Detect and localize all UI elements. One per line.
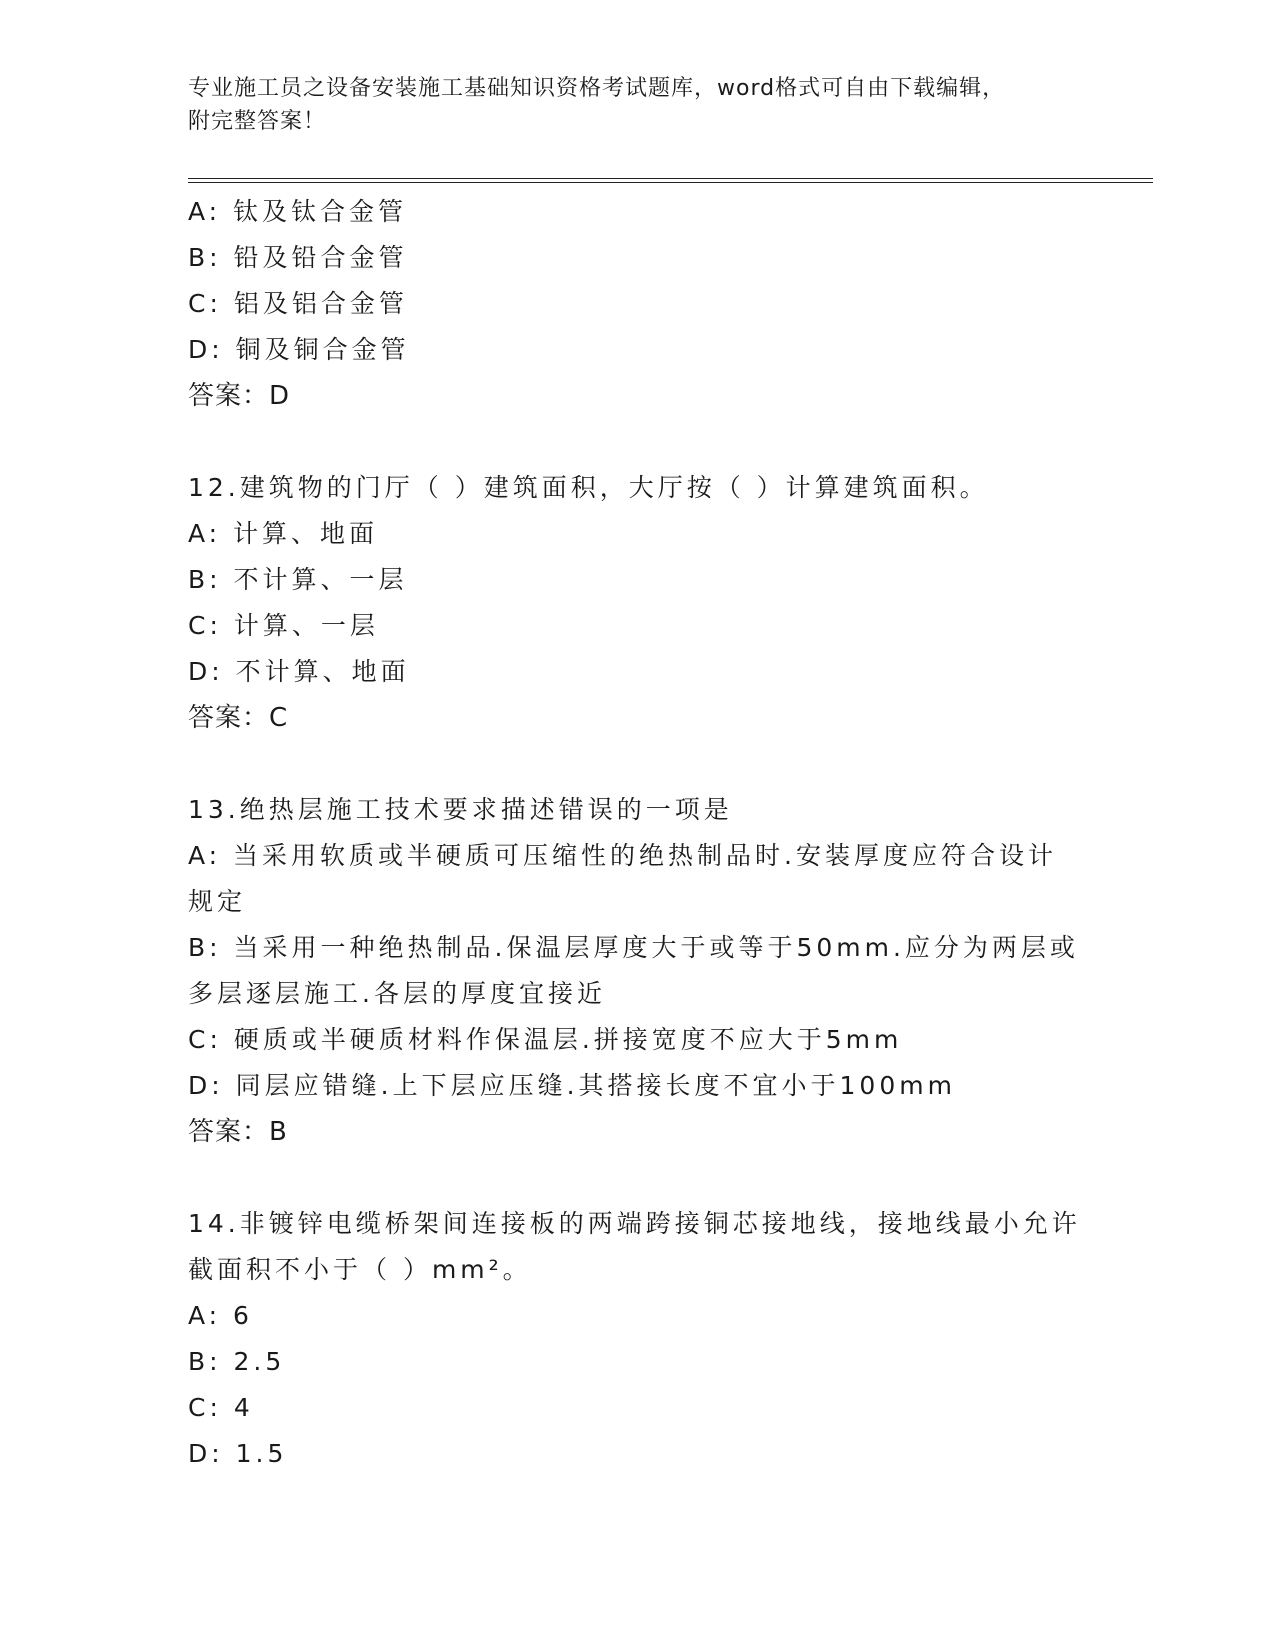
q11-option-c: C: 铝及铝合金管 xyxy=(188,289,408,318)
question-list xyxy=(188,189,1088,1477)
q14-option-d: D: 1.5 xyxy=(188,1439,288,1468)
q12-option-c: C: 计算、一层 xyxy=(188,611,379,640)
document-header xyxy=(188,72,1088,138)
q12-option-a: A: 计算、地面 xyxy=(188,519,379,548)
q12-option-b: B: 不计算、一层 xyxy=(188,565,408,594)
q13-option-c: C: 硬质或半硬质材料作保温层.拼接宽度不应大于5mm xyxy=(188,1025,903,1054)
q12-stem: 12.建筑物的门厅（ ）建筑面积，大厅按（ ）计算建筑面积。 xyxy=(188,473,989,502)
header-rule-top xyxy=(188,178,1153,179)
question-14 xyxy=(188,1201,1088,1477)
question-12 xyxy=(188,465,1088,741)
q13-option-b: B: 当采用一种绝热制品.保温层厚度大于或等于50mm.应分为两层或多层逐层施工.各层的厚度宜接近 xyxy=(188,933,1079,1008)
header-line-2: 附完整答案！ xyxy=(188,109,327,134)
header-line-1: 专业施工员之设备安装施工基础知识资格考试题库，word格式可自由下载编辑， xyxy=(188,76,1006,101)
q13-option-d: D: 同层应错缝.上下层应压缝.其搭接长度不宜小于100mm xyxy=(188,1071,956,1100)
q14-option-a: A: 6 xyxy=(188,1301,253,1330)
header-rule-bottom xyxy=(188,182,1153,183)
question-13 xyxy=(188,787,1088,1155)
q11-option-a: A: 钛及钛合金管 xyxy=(188,197,408,226)
q13-stem: 13.绝热层施工技术要求描述错误的一项是 xyxy=(188,795,733,824)
q14-option-c: C: 4 xyxy=(188,1393,254,1422)
q11-option-b: B: 铅及铅合金管 xyxy=(188,243,408,272)
q14-option-b: B: 2.5 xyxy=(188,1347,286,1376)
q11-answer: 答案：D xyxy=(188,381,291,411)
q14-stem: 14.非镀锌电缆桥架间连接板的两端跨接铜芯接地线，接地线最小允许截面积不小于（ ）mm²。 xyxy=(188,1209,1081,1284)
question-11 xyxy=(188,189,1088,419)
q11-option-d: D: 铜及铜合金管 xyxy=(188,335,410,364)
q13-answer: 答案：B xyxy=(188,1117,288,1147)
q12-answer: 答案：C xyxy=(188,703,289,733)
q12-option-d: D: 不计算、地面 xyxy=(188,657,410,686)
q13-option-a: A: 当采用软质或半硬质可压缩性的绝热制品时.安装厚度应符合设计规定 xyxy=(188,841,1057,916)
